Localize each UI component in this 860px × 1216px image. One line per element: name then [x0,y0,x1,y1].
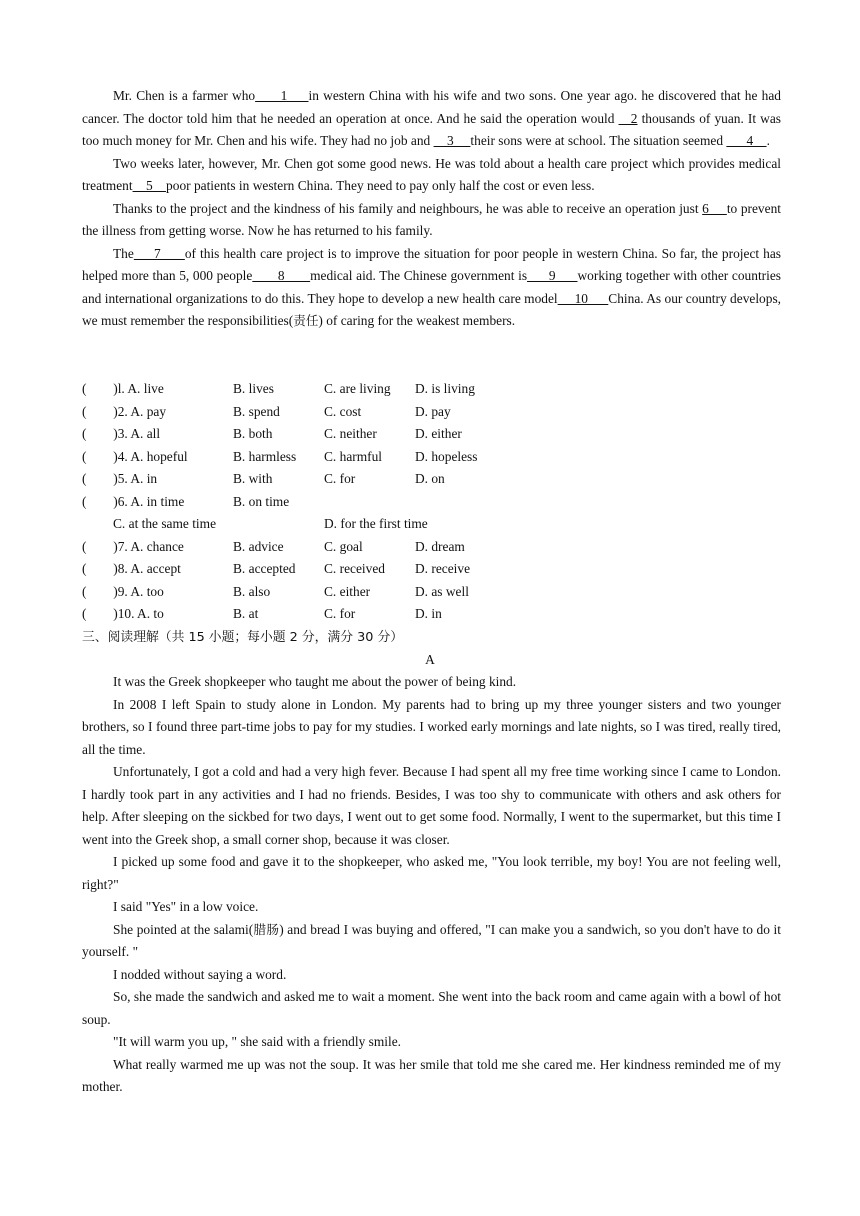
option-a: ( )4. A. hopeful [82,448,188,464]
option-b: B. harmless [233,448,297,464]
option-d: D. for the first time [324,516,428,531]
section-heading [82,626,403,650]
option-b: B. on time [233,493,290,509]
option-a: ( )7. A. chance [82,538,184,554]
reading-passage [82,671,781,1099]
cloze-passage [82,85,781,333]
option-d: D. receive [415,561,471,576]
text: of this health care project is to improve the situation for poor people in western China. So far, the project has helped more than 5, 000 people [82,245,781,283]
option-b: B. also [233,583,271,599]
option-b: B. advice [233,538,284,554]
cloze-paragraph-4 [82,243,781,333]
cloze-paragraph-1 [82,85,781,153]
text: Mr. Chen is a farmer who [113,88,256,103]
blank-5: 5 [132,178,167,193]
option-d: D. on [415,471,445,486]
cloze-paragraph-2 [82,153,781,198]
text: medical aid. The Chinese government is [310,268,528,283]
cjk-gloss: 腊肠 [253,921,280,937]
text: thousands of yuan. It was too much money for Mr. Chen and his wife. They had no job and [82,110,781,148]
option-b: B. at [233,606,259,621]
blank-1: 1 [255,88,309,103]
option-c: C. at the same time [113,516,217,531]
option-b: B. accepted [233,561,296,576]
part-label: A [425,651,435,667]
blank-9: 9 [527,268,578,283]
option-a: ( )8. A. accept [82,561,181,576]
cjk-gloss: 责任 [293,313,319,328]
text: working together with other countries and international organizations to do this. They hope to develop a new health care model [82,268,781,306]
text: in western China with his wife and two sons. One year ago. he discovered that he had cancer. The doctor told him that he needed an operation at once. And he said the operation would [82,88,782,126]
section-title: 三、阅读理解 [82,630,159,645]
blank-8: 8 [252,268,311,283]
option-c: C. received [324,561,385,576]
reading-paragraph-7: I nodded without saying a word. [113,966,287,982]
option-c: C. either [324,583,371,599]
option-c: C. are living [324,381,391,396]
option-b: B. with [233,471,273,486]
option-a: ( )9. A. too [82,583,164,599]
option-b: B. both [233,426,273,441]
option-c: C. cost [324,403,362,419]
text: She pointed at the salami( [113,921,254,937]
reading-paragraph-1: It was the Greek shopkeeper who taught me about the power of being kind. [113,674,517,689]
reading-paragraph-8: So, she made the sandwich and asked me to wait a moment. She went into the back room and came again with a bowl of hot soup. [82,989,781,1027]
option-a: ( )3. A. all [82,426,161,441]
option-a: ( )2. A. pay [82,403,167,419]
reading-paragraph-3: Unfortunately, I got a cold and had a very high fever. Because I had spent all my free time working since I came to London. I hardly took part in any activities and I had no friends. Besides, I was too shy to communicate with others and ask others for help. After sleeping on the sickbed for two days, I went out to get some food. Normally, I went to the supermarket, but this time I went into the Greek shop, a small corner shop, because it was closer. [82,764,781,847]
blank-2: 2 [618,110,638,126]
text: . [766,133,770,148]
option-d: D. dream [415,538,465,554]
option-c: C. for [324,606,356,621]
text: Thanks to the project and the kindness of his family and neighbours, he was able to receive an operation just [113,200,703,216]
option-d: D. either [415,426,462,441]
blank-3: 3 [433,133,471,148]
reading-paragraph-2: In 2008 I left Spain to study alone in London. My parents had to bring up my three younger sisters and two younger brothers, so I found three part-time jobs to pay for my studies. I worked early mornings and late nights, so I was tired, really tired, all the time. [82,696,781,757]
option-d: D. hopeless [415,448,478,464]
option-d: D. pay [415,403,451,419]
reading-paragraph-10: What really warmed me up was not the soup. It was her smile that told me she cared me. Her kindness reminded me of my mother. [82,1056,781,1094]
reading-paragraph-4: I picked up some food and gave it to the shopkeeper, who asked me, "You look terrible, my boy! You are not feeling well, right?" [82,854,781,892]
blank-7: 7 [133,245,185,261]
text: Two weeks later, however, Mr. Chen got some good news. He was told about a health care project which provides medical treatment [82,155,781,193]
option-d: D. as well [415,583,469,599]
option-a: ( )5. A. in [82,471,158,486]
option-d: D. in [415,606,442,621]
option-a: ( )6. A. in time [82,493,185,509]
text: ) of caring for the weakest members. [318,313,516,328]
blank-6: 6 [702,200,727,216]
blank-10: 10 [557,290,609,306]
text: poor patients in western China. They need to pay only half the cost or even less. [166,178,595,193]
option-a: ( )10. A. to [82,606,164,621]
text: their sons were at school. The situation seemed [470,133,727,148]
option-c: C. for [324,471,356,486]
option-c: C. goal [324,538,363,554]
option-c: C. harmful [324,448,383,464]
text: ) and bread I was buying and offered, "I can make you a sandwich, so you don't have to do it yourself. " [82,921,781,959]
text: China. As our country develops, we must remember the responsibilities( [82,290,781,328]
option-d: D. is living [415,381,475,396]
option-c: C. neither [324,426,377,441]
text: The [113,245,134,261]
blank-4: 4 [726,133,767,148]
reading-paragraph-6 [82,919,781,964]
option-b: B. lives [233,381,274,396]
text: to prevent the illness from getting worse. Now he has returned to his family. [82,200,781,238]
option-b: B. spend [233,403,280,419]
cloze-paragraph-3 [82,198,781,243]
reading-paragraph-9: "It will warm you up, " she said with a friendly smile. [113,1034,401,1049]
option-a: ( )l. A. live [82,381,164,396]
section-detail: （共 15 小题；每小题 2 分，满分 30 分） [158,630,404,645]
reading-paragraph-5: I said "Yes" in a low voice. [113,899,259,914]
